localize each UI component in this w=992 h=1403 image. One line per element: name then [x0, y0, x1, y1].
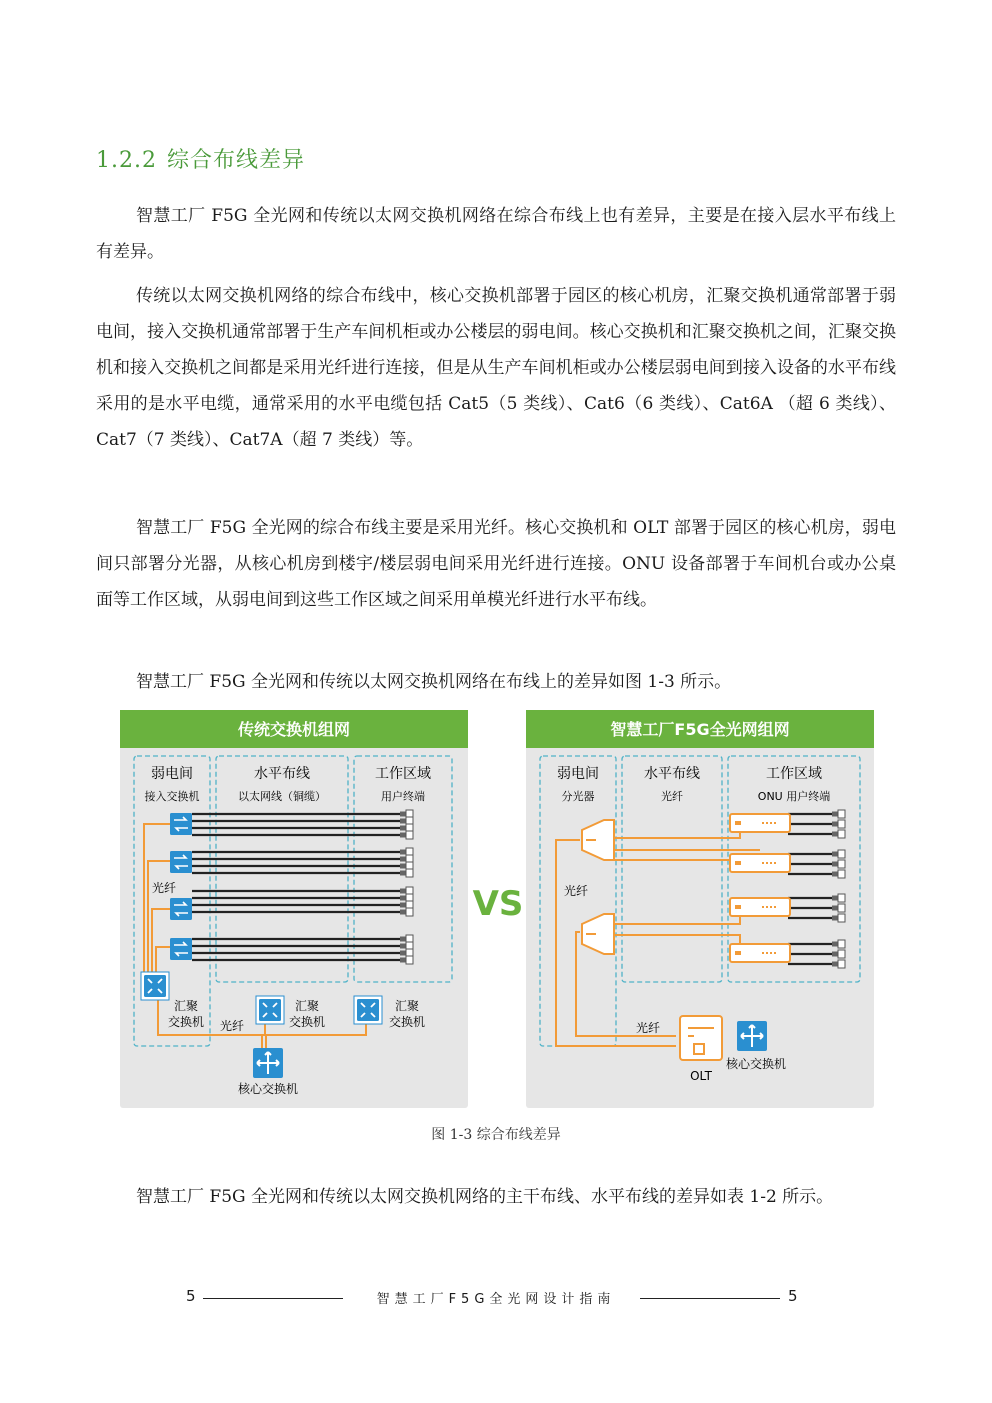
agg-label-b: 交换机 [388, 1015, 426, 1029]
left-panel [120, 710, 468, 1108]
right-zone2-title: 水平布线 [644, 766, 700, 782]
vs-label: VS [472, 884, 524, 924]
paragraph-3: 智慧工厂 F5G 全光网的综合布线主要是采用光纤。核心交换机和 OLT 部署于园区的核心机房，弱电间只部署分光器，从核心机房到楼宇/楼层弱电间采用光纤进行连接。ONU 设备部署于车间机台或办公桌面等工作区域，从弱电间到这些工作区域之间采用单模光纤进行水平布线。 [96, 518, 896, 610]
left-fiber-label-2: 光纤 [219, 1019, 245, 1033]
footer-rule-right [640, 1298, 780, 1299]
paragraph-1: 智慧工厂 F5G 全光网和传统以太网交换机网络在综合布线上也有差异，主要是在接入层水平布线上有差异。 [96, 206, 896, 262]
right-fiber-label-2: 光纤 [635, 1021, 661, 1035]
access-switch-icon [170, 813, 192, 835]
right-panel-title: 智慧工厂F5G全光网组网 [610, 720, 790, 739]
agg-label-b: 交换机 [288, 1015, 326, 1029]
left-zone2-title: 水平布线 [254, 766, 310, 782]
page-number-right: 5 [788, 1287, 798, 1305]
figure-svg [120, 710, 876, 1110]
section-heading [96, 143, 305, 174]
aggregation-switch-icon [354, 996, 382, 1024]
left-zone1-title: 弱电间 [151, 766, 193, 782]
left-zone3-sub: 用户终端 [381, 790, 425, 803]
wiring-comparison-figure [120, 710, 876, 1110]
onu-icon [730, 944, 790, 962]
aggregation-switch-icon [256, 996, 284, 1024]
right-zone3-sub: ONU 用户终端 [757, 790, 831, 803]
section-title: 综合布线差异 [166, 148, 305, 173]
right-fiber-label-1: 光纤 [563, 884, 589, 898]
paragraph-2: 传统以太网交换机网络的综合布线中，核心交换机部署于园区的核心机房，汇聚交换机通常部署于弱电间，接入交换机通常部署于生产车间机柜或办公楼层的弱电间。核心交换机和汇聚交换机之间，汇聚交换机和接入交换机之间都是采用光纤进行连接，但是从生产车间机柜或办公楼层弱电间到接入设备的水平布线采用的是水平电缆，通常采用的水平电缆包括 Cat5（5 类线）、Cat6（6 类线）、Cat6A （超 6 类线）、Cat7（7 类线）、Cat7A（超 7 类线）等。 [96, 286, 896, 450]
aggregation-switch-icon [141, 972, 169, 1000]
onu-icon [730, 898, 790, 916]
right-zone3-title: 工作区域 [766, 766, 822, 782]
olt-icon [680, 1016, 722, 1060]
right-zone1-title: 弱电间 [557, 766, 599, 782]
access-switch-icon [170, 898, 192, 920]
right-core-label: 核心交换机 [725, 1057, 787, 1071]
left-zone3-title: 工作区域 [375, 766, 431, 782]
right-core-switch-icon [737, 1021, 767, 1051]
figure-caption: 图 1-3 综合布线差异 [431, 1127, 561, 1143]
right-zone2-sub: 光纤 [661, 790, 683, 803]
left-core-label: 核心交换机 [237, 1082, 299, 1096]
core-switch-icon [253, 1048, 283, 1078]
left-zone1-sub: 接入交换机 [144, 790, 200, 803]
agg-label-b: 交换机 [167, 1015, 205, 1029]
onu-icon [730, 854, 790, 872]
section-number: 1.2.2 [96, 148, 157, 173]
paragraph-5: 智慧工厂 F5G 全光网和传统以太网交换机网络的主干布线、水平布线的差异如表 1-2 所示。 [136, 1187, 834, 1207]
paragraph-4: 智慧工厂 F5G 全光网和传统以太网交换机网络在布线上的差异如图 1-3 所示。 [136, 672, 732, 692]
right-panel [526, 710, 874, 1108]
access-switch-icon [170, 938, 192, 960]
onu-icon [730, 814, 790, 832]
agg-label-a: 汇聚 [173, 999, 199, 1013]
footer-title: 智慧工厂F5G全光网设计指南 [376, 1292, 616, 1307]
access-switch-icon [170, 851, 192, 873]
agg-label-a: 汇聚 [294, 999, 320, 1013]
left-panel-title: 传统交换机组网 [237, 720, 351, 739]
page-number-left: 5 [186, 1287, 196, 1305]
left-zone2-sub: 以太网线（铜缆） [238, 790, 326, 803]
right-zone1-sub: 分光器 [561, 790, 595, 803]
left-fiber-label-1: 光纤 [151, 881, 177, 895]
olt-label: OLT [690, 1069, 712, 1083]
agg-label-a: 汇聚 [394, 999, 420, 1013]
page-footer [0, 1287, 992, 1311]
